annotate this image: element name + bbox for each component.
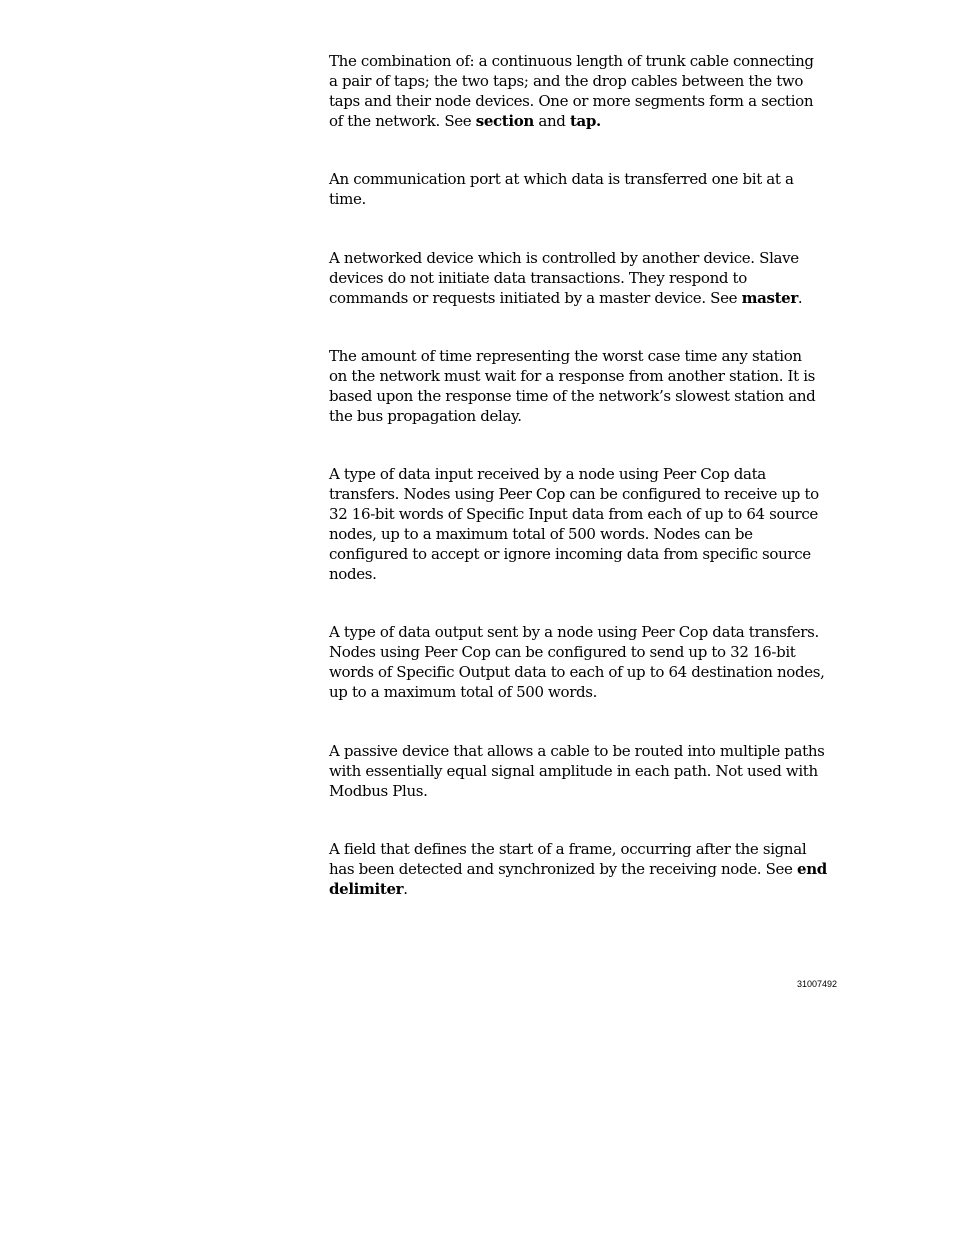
definition-line (329, 366, 841, 386)
definition-line (329, 761, 841, 781)
definition-text: and (533, 112, 570, 130)
definition-text: A type of data input received by a node using Peer Cop data (329, 465, 766, 483)
definition-text: has been detected and synchronized by the receiving node. See (329, 860, 797, 878)
definition-text: A type of data output sent by a node using Peer Cop data transfers. (329, 623, 819, 641)
glossary-entry-specific-input (329, 464, 841, 584)
definition-text: A passive device that allows a cable to be routed into multiple paths (329, 742, 825, 760)
definition-text: words of Specific Output data to each of up to 64 destination nodes, (329, 663, 825, 681)
definition-text: a pair of taps; the two taps; and the drop cables between the two (329, 72, 804, 90)
definition-text: Nodes using Peer Cop can be configured to send up to 32 16-bit (329, 643, 796, 661)
definition-text: . (403, 880, 408, 898)
definition-line (329, 741, 841, 761)
definition-text: taps and their node devices. One or more segments form a section (329, 92, 814, 110)
definition-line (329, 406, 841, 426)
definition-line (329, 544, 841, 564)
definition-line (329, 524, 841, 544)
definition-text: A networked device which is controlled by another device. Slave (329, 249, 799, 267)
definition-text: A field that defines the start of a frame, occurring after the signal (329, 840, 807, 858)
cross-reference-term: delimiter (329, 880, 404, 898)
definition-line (329, 484, 841, 504)
definition-line (329, 839, 841, 859)
glossary-entry-serial-port (329, 169, 841, 209)
definition-line (329, 288, 841, 308)
definition-line (329, 248, 841, 268)
definition-line (329, 268, 841, 288)
glossary-entry-segment (329, 51, 841, 131)
definition-line (329, 51, 841, 71)
definition-text: Modbus Plus. (329, 782, 428, 800)
definition-line (329, 564, 841, 584)
definition-line (329, 346, 841, 366)
definition-text: up to a maximum total of 500 words. (329, 683, 598, 701)
cross-reference-term: end (797, 860, 827, 878)
definition-line (329, 504, 841, 524)
definition-text: on the network must wait for a response from another station. It is (329, 367, 815, 385)
glossary-entry-specific-output (329, 622, 841, 702)
definition-text: the bus propagation delay. (329, 407, 522, 425)
glossary-entry-slave (329, 248, 841, 308)
definition-text: nodes, up to a maximum total of 500 words. Nodes can be (329, 525, 753, 543)
cross-reference-term: tap. (569, 112, 601, 130)
definition-text: devices do not initiate data transactions. They respond to (329, 269, 747, 287)
glossary-entry-start-delimiter (329, 839, 841, 899)
glossary-entry-splitter (329, 741, 841, 801)
definition-line (329, 662, 841, 682)
definition-text: . (797, 289, 803, 307)
cross-reference-term: master (741, 289, 798, 307)
definition-line (329, 859, 841, 879)
definition-line (329, 189, 841, 209)
definition-line (329, 464, 841, 484)
cross-reference-term: section (475, 112, 534, 130)
definition-line (329, 781, 841, 801)
definition-line (329, 111, 841, 131)
definition-line (329, 91, 841, 111)
document-code: 31007492 (796, 979, 837, 989)
definition-text: commands or requests initiated by a master device. See (329, 289, 742, 307)
definition-line (329, 169, 841, 189)
definition-text: nodes. (329, 565, 377, 583)
definition-text: 32 16-bit words of Specific Input data from each of up to 64 source (329, 505, 818, 523)
definition-line (329, 879, 841, 899)
definition-text: transfers. Nodes using Peer Cop can be configured to receive up to (329, 485, 819, 503)
definition-line (329, 622, 841, 642)
definition-text: The amount of time representing the worst case time any station (329, 347, 802, 365)
definition-text: with essentially equal signal amplitude in each path. Not used with (329, 762, 818, 780)
definition-line (329, 71, 841, 91)
definition-line (329, 642, 841, 662)
definition-text: configured to accept or ignore incoming data from specific source (329, 545, 811, 563)
definition-line (329, 682, 841, 702)
definition-text: time. (329, 190, 366, 208)
definition-text: The combination of: a continuous length of trunk cable connecting (329, 52, 814, 70)
glossary-entry-slot-time (329, 346, 841, 426)
definition-text: based upon the response time of the network’s slowest station and (329, 387, 816, 405)
definition-text: An communication port at which data is transferred one bit at a (329, 170, 794, 188)
definition-text: of the network. See (329, 112, 476, 130)
definition-line (329, 386, 841, 406)
